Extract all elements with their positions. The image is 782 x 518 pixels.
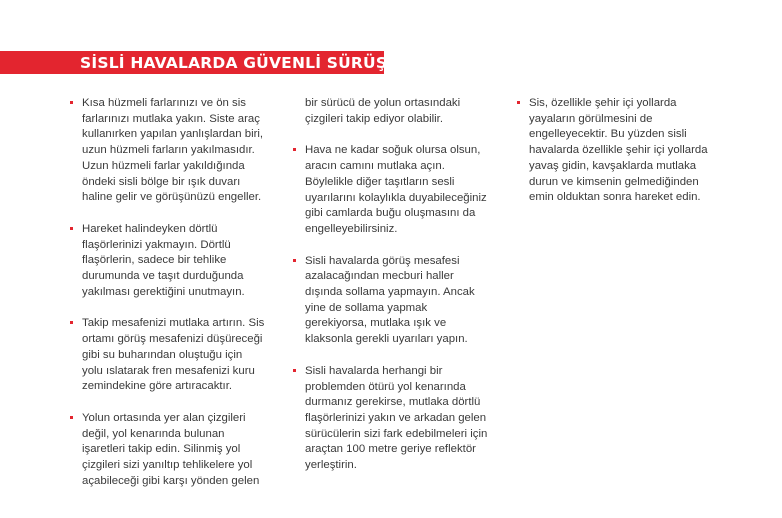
text-column-1 [70, 96, 292, 505]
text-line: uzun hüzmeli farların yakılmasıdır. [82, 144, 255, 157]
text-line: değil, yol kenarında bulunan [82, 427, 225, 440]
list-item [517, 96, 727, 206]
bullet-icon [70, 101, 73, 104]
text-line: Takip mesafenizi mutlaka artırın. Sis [82, 317, 265, 330]
text-column-3 [517, 96, 727, 222]
list-item-continuation [293, 96, 515, 127]
bullet-icon [70, 321, 73, 324]
text-line: Böylelikle diğer taşıtların sesli [305, 175, 455, 188]
title-banner [0, 51, 388, 74]
text-line: havalarda özellikle şehir içi yollarda [529, 144, 708, 157]
text-line: zemindekine göre artıracaktır. [82, 380, 233, 393]
bullet-icon [70, 227, 73, 230]
text-line: araçtan 100 metre geriye reflektör [305, 443, 476, 456]
text-line: yine de sollama yapmak [305, 301, 428, 314]
text-line: engelleyecektir. Bu yüzden sisli [529, 128, 687, 141]
text-line: flaşörlerinizi yakın ve arkadan gelen [305, 411, 487, 424]
text-line: durmanız gerekirse, mutlaka dörtlü [305, 396, 481, 409]
text-line: azalacağından mecburi haller [305, 270, 454, 283]
text-column-2 [293, 96, 515, 490]
text-line: kullanırken yapılan yanlışlardan biri, [82, 128, 264, 141]
list-item [293, 143, 515, 237]
bullet-icon [293, 148, 296, 151]
text-line: klaksonla gerekli uyarıları yapın. [305, 333, 468, 346]
list-item [293, 254, 515, 348]
text-line: çizgileri takip ediyor olabilir. [305, 112, 444, 125]
text-line: durun ve kimsenin gelmediğinden [529, 175, 699, 188]
text-line: durumunda ve taşıt durduğunda [82, 270, 244, 283]
list-item [293, 364, 515, 474]
text-line: problemden ötürü yol kenarında [305, 380, 466, 393]
text-line: Sisli havalarda herhangi bir [305, 364, 443, 377]
page-title: SİSLİ HAVALARDA GÜVENLİ SÜRÜŞ [80, 54, 388, 72]
text-line: farlarınızı mutlaka yakın. Siste araç [82, 112, 260, 125]
bullet-icon [517, 101, 520, 104]
text-line: bir sürücü de yolun ortasındaki [305, 97, 461, 109]
text-line: yakılması gerektiğini unutmayın. [82, 285, 245, 298]
text-line: çizgileri sizi yanıltıp tehlikelere yol [82, 459, 253, 472]
bullet-icon [70, 416, 73, 419]
text-line: Kısa hüzmeli farlarınızı ve ön sis [82, 97, 246, 109]
text-line: engelleyebilirsiniz. [305, 222, 398, 235]
text-line: öndeki sisli bölge bir ışık duvarı [82, 175, 241, 188]
text-line: açabileceği gibi karşı yönden gelen [82, 474, 260, 487]
text-line: yavaş gidin, kavşaklarda mutlaka [529, 159, 697, 172]
text-line: dışında sollama yapmayın. Ancak [305, 286, 475, 299]
text-line: Yolun ortasında yer alan çizgileri [82, 411, 246, 424]
list-item [70, 316, 292, 395]
text-line: yolu ıslatarak fren mesafenizi kuru [82, 364, 255, 377]
text-line: ortamı görüş mesafenizi düşüreceği [82, 333, 263, 346]
list-item [70, 96, 292, 206]
bullet-icon [293, 259, 296, 262]
text-line: haline gelir ve görüşünüzü engeller. [82, 191, 262, 204]
text-line: Sis, özellikle şehir içi yollarda [529, 97, 677, 109]
text-line: emin olduktan sonra hareket edin. [529, 191, 701, 204]
text-line: işaretleri takip edin. Silinmiş yol [82, 443, 241, 456]
list-item [70, 222, 292, 301]
text-line: Hava ne kadar soğuk olursa olsun, [305, 144, 481, 157]
text-line: yayaların görülmesini de [529, 112, 653, 125]
text-line: gibi camlarda buğu oluşmasını da [305, 207, 476, 220]
bullet-icon [293, 369, 296, 372]
text-line: Uzun hüzmeli farlar yakıldığında [82, 159, 245, 172]
text-line: flaşörlerinizi yakmayın. Dörtlü [82, 238, 231, 251]
text-line: uyarılarını kolaylıkla duyabileceğiniz [305, 191, 487, 204]
text-line: Hareket halindeyken dörtlü [82, 222, 218, 235]
text-line: aracın camını mutlaka açın. [305, 160, 445, 173]
text-line: gerekiyorsa, mutlaka ışık ve [305, 317, 447, 330]
text-line: gibi su buharından oluştuğu için [82, 348, 243, 361]
text-line: yerleştirin. [305, 459, 357, 472]
text-line: flaşörlerin, sadece bir tehlike [82, 254, 227, 267]
text-line: sürücülerin sizi fark edebilmeleri için [305, 427, 488, 440]
text-line: Sisli havalarda görüş mesafesi [305, 254, 460, 267]
list-item [70, 411, 292, 490]
